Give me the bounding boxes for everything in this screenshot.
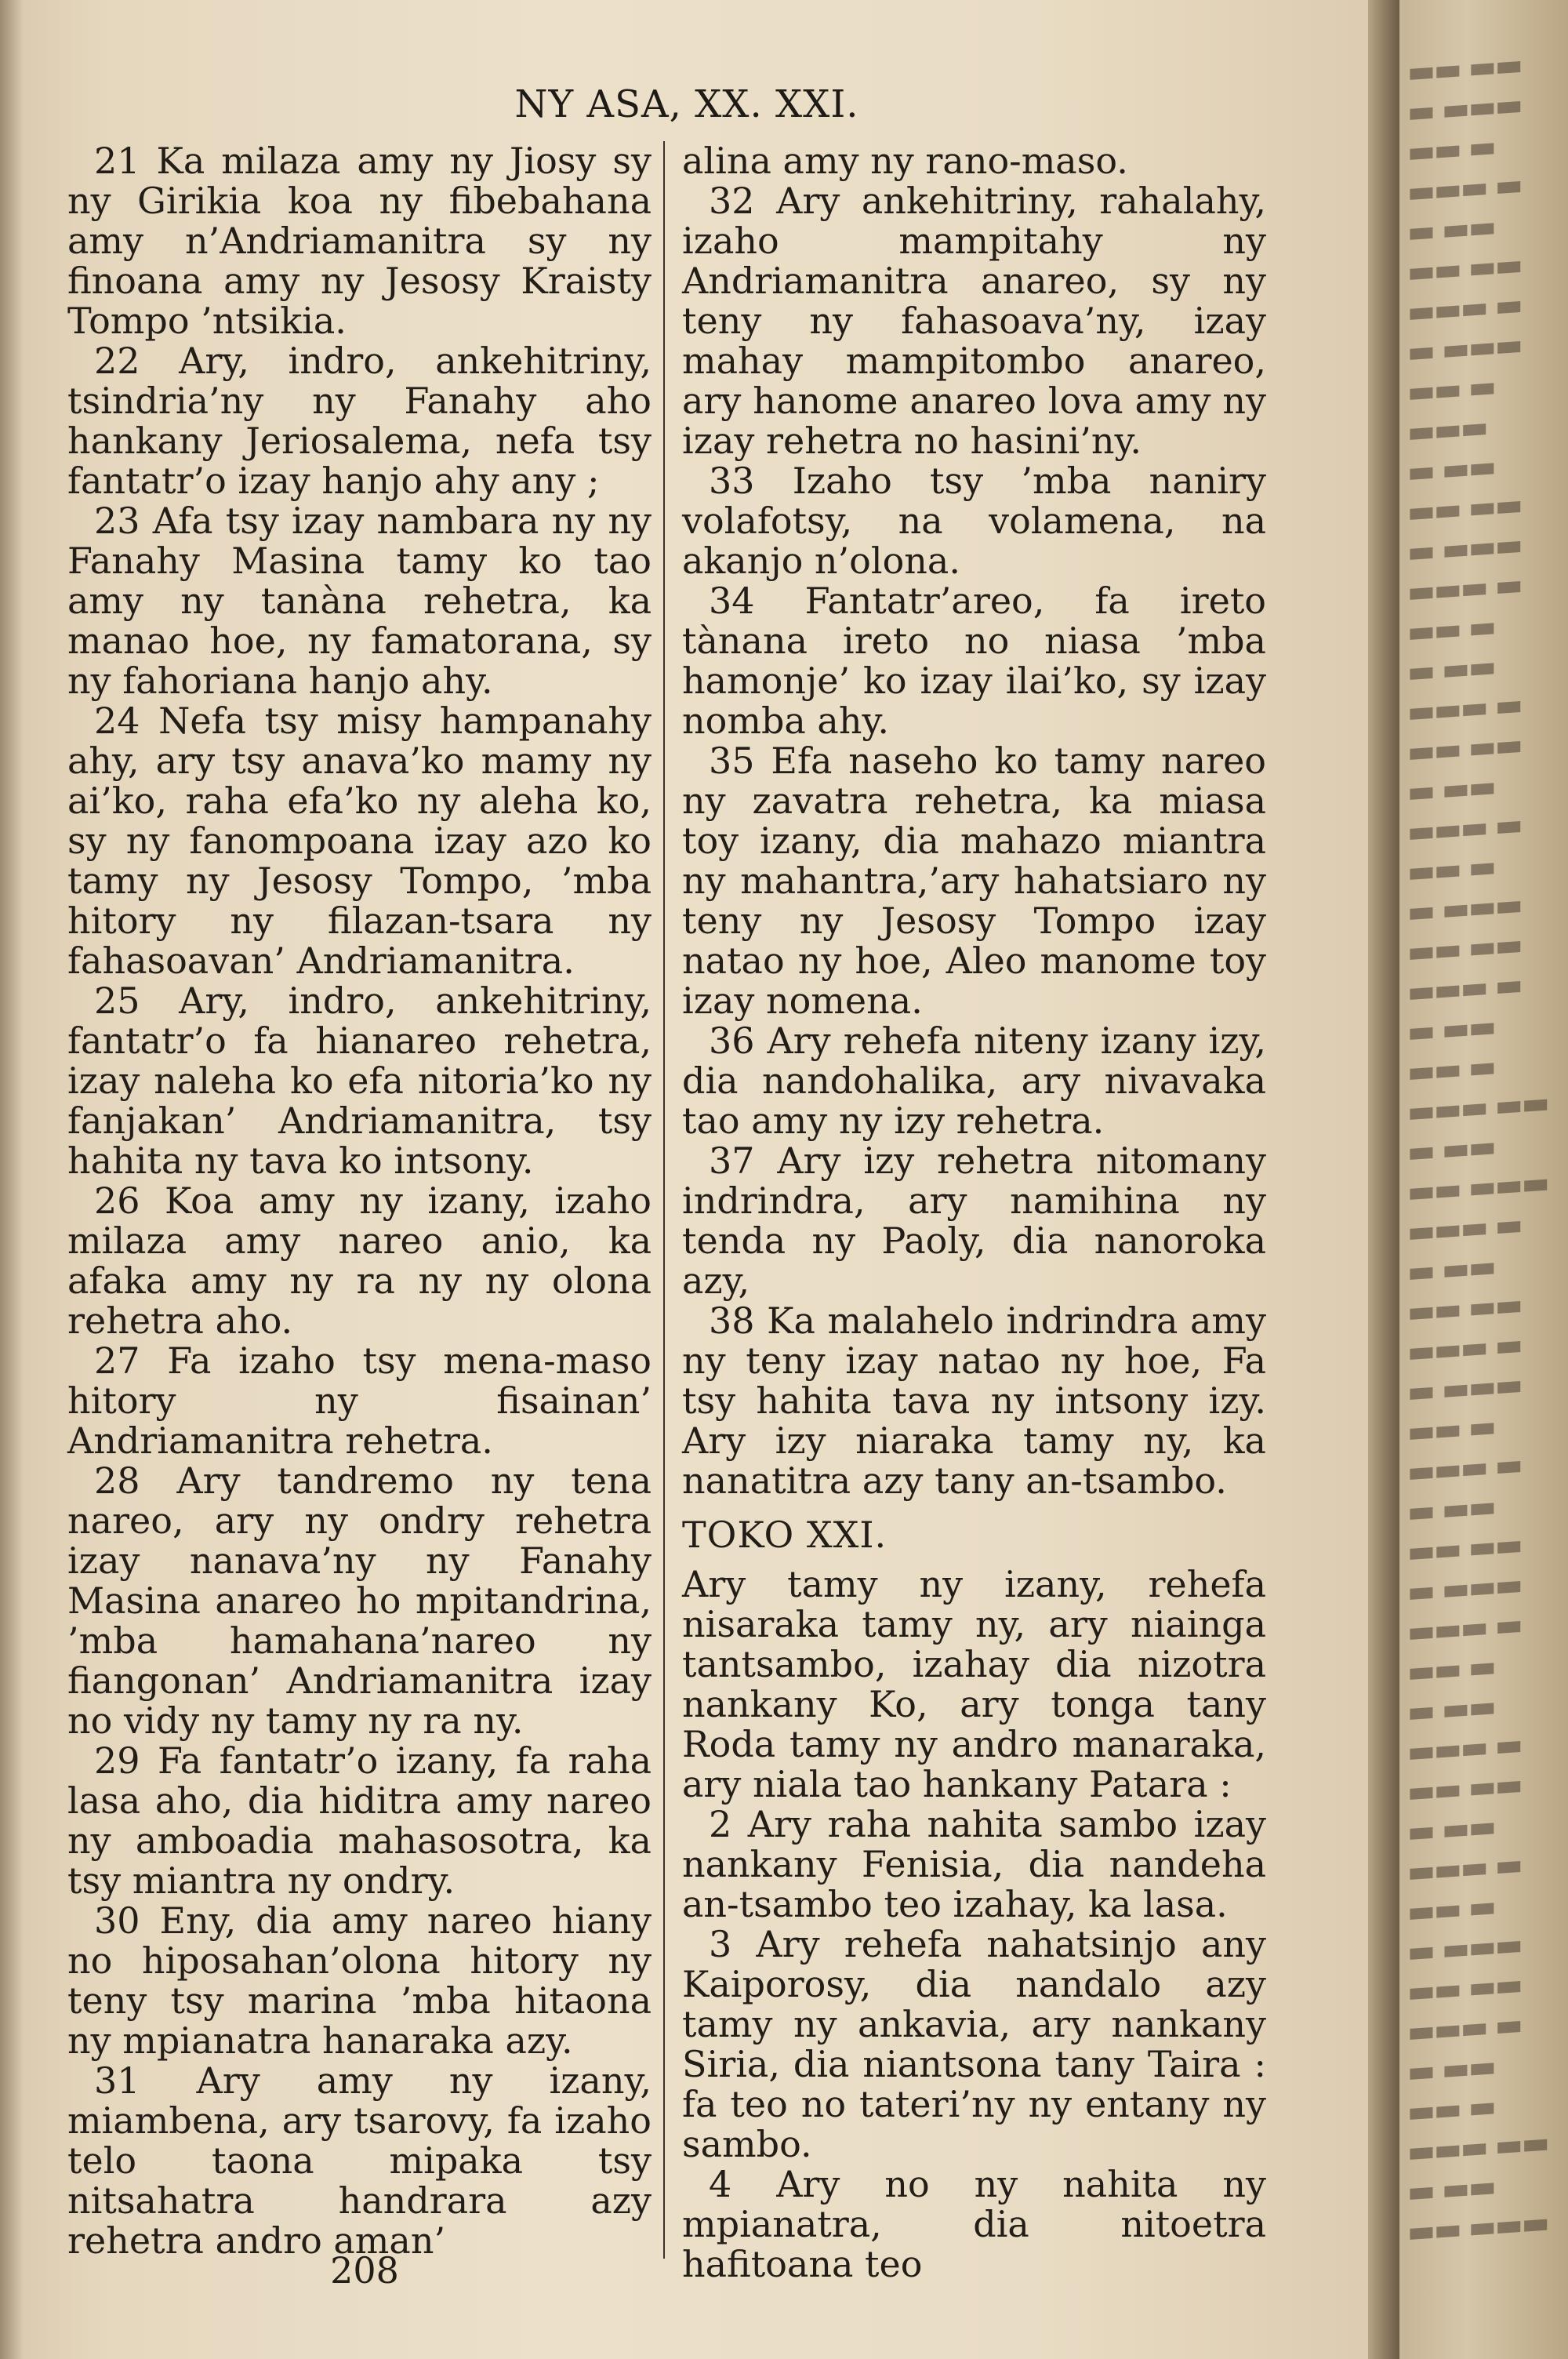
page-number: 208 (330, 2249, 399, 2292)
verse-38: 38 Ka malahelo indrindra amy ny teny izay natao ny hoe, Fa tsy hahita tava ny intsony izy. Ary izy niaraka tamy ny, ka nanatitra azy tany an-tsambo. (682, 1299, 1266, 1502)
verse-31-continued: alina amy ny rano-maso. (682, 140, 1128, 182)
chapter-21-verse-2: 2 Ary raha nahita sambo izay nankany Fenisia, dia nandeha an-tsambo teo izahay, ka lasa. (682, 1803, 1266, 1925)
verse-26: 26 Koa amy ny izany, izaho milaza amy nareo anio, ka afaka amy ny ra ny ny olona rehetra aho. (67, 1180, 652, 1342)
book-gutter (1368, 0, 1399, 2359)
verse-29: 29 Fa fantatr’o izany, fa raha lasa aho, dia hiditra amy nareo ny amboadia mahasosotra, ka tsy miantra ny ondry. (67, 1739, 652, 1902)
verse-27: 27 Fa izaho tsy mena-maso hitory ny fisainan’ Andriamanitra rehetra. (67, 1339, 652, 1462)
verse-35: 35 Efa naseho ko tamy nareo ny zavatra rehetra, ka miasa toy izany, dia mahazo miantra ny mahantra,’ary hahatsiaro ny teny ny Jesosy Tompo izay natao ny hoe, Aleo manome toy izay nomena. (682, 740, 1266, 1022)
verse-21: 21 Ka milaza amy ny Jiosy sy ny Girikia koa ny fibebahana amy n’Andriamanitra sy ny finoana amy ny Jesosy Kraisty Tompo ’ntsikia. (67, 140, 652, 342)
verse-36: 36 Ary rehefa niteny izany izy, dia nandohalika, ary nivavaka tao amy ny izy rehetra. (682, 1020, 1266, 1142)
chapter-heading: TOKO XXI. (682, 1514, 887, 1556)
verse-33: 33 Izaho tsy ’mba naniry volafotsy, na volamena, na akanjo n’olona. (682, 460, 1266, 582)
left-column (67, 141, 652, 2261)
verse-23: 23 Afa tsy izay nambara ny ny Fanahy Masina tamy ko tao amy ny tanàna rehetra, ka manao hoe, ny famatorana, sy ny fahoriana hanjo ahy. (67, 500, 652, 702)
column-rule (663, 141, 665, 2259)
verse-34: 34 Fantatr’areo, fa ireto tànana ireto no niasa ’mba hamonje’ ko izay ilai’ko, sy izay nomba ahy. (682, 580, 1266, 742)
facing-page-edge (1399, 0, 1568, 2359)
verse-25: 25 Ary, indro, ankehitriny, fantatr’o fa hianareo rehetra, izay naleha ko efa nitoria’ko ny fanjakan’ Andriamanitra, tsy hahita ny tava ko intsony. (67, 980, 652, 1182)
verse-32: 32 Ary ankehitriny, rahalahy, izaho mampitahy ny Andriamanitra anareo, sy ny teny ny fahasoava’ny, izay mahay mampitombo anareo, ary hanome anareo lova amy ny izay rehetra no hasini’ny. (682, 180, 1266, 462)
chapter-21-verse-1: Ary tamy ny izany, rehefa nisaraka tamy ny, ary niainga tantsambo, izahay dia nizotra nankany Ko, ary tonga tany Roda tamy ny andro manaraka, ary niala tao hankany Patara : (682, 1563, 1266, 1805)
page-edge-shadow (0, 0, 24, 2359)
chapter-21-verse-3: 3 Ary rehefa nahatsinjo any Kaiporosy, dia nandalo azy tamy ny ankavia, ary nankany Siria, dia niantsona tany Taira : fa teo no tateri’ny ny entany ny sambo. (682, 1923, 1266, 2165)
verse-31: 31 Ary amy ny izany, miambena, ary tsarovy, fa izaho telo taona mipaka tsy nitsahatra handrara azy rehetra andro aman’ (67, 2059, 652, 2262)
verse-28: 28 Ary tandremo ny tena nareo, ary ny ondry rehetra izay nanava’ny ny Fanahy Masina anareo ho mpitandrina, ’mba hamahana’nareo ny fiangonan’ Andriamanitra izay no vidy ny tamy ny ra ny. (67, 1459, 652, 1742)
facing-page-text-blur: ▬▬ ▬▬ ▬ ▬▬▬ ▬▬ ▬ ▬▬▬ ▬ ▬ ▬▬ ▬▬ ▬▬ ▬▬▬ ▬ ▬ ▬▬▬ ▬▬ ▬ ▬▬▬ ▬ ▬▬ ▬▬ ▬▬ ▬ ▬▬▬ ▬▬▬ ▬ ▬▬ ▬ ▬ ▬▬ ▬▬▬ ▬ ▬▬ ▬▬ ▬ ▬▬ ▬▬▬ ▬ ▬▬ ▬ ▬ ▬▬▬ ▬▬ ▬▬ ▬▬▬ ▬ ▬ ▬▬ ▬▬ ▬ ▬▬▬ ▬▬ ▬ ▬▬ ▬▬ ▬▬▬ ▬▬▬ ▬ ▬ ▬▬ ▬▬ ▬▬ ▬▬▬ ▬ ▬ ▬▬▬ ▬▬ ▬ ▬▬▬ ▬ ▬ ▬▬ ▬▬ ▬▬ ▬ ▬▬▬ ▬▬▬ ▬ ▬▬ ▬ ▬ ▬▬ ▬▬▬ ▬ ▬▬ ▬▬ ▬ ▬▬ ▬▬▬ ▬ ▬▬ ▬ ▬ ▬▬▬ ▬▬ ▬▬ ▬▬▬ ▬ ▬ ▬▬ ▬▬ ▬ ▬▬▬ ▬▬ ▬ ▬▬ ▬▬ ▬▬▬ (1407, 46, 1548, 2249)
verse-30: 30 Eny, dia amy nareo hiany no hiposahan’olona hitory ny teny tsy marina ’mba hitaona ny mpianatra hanaraka azy. (67, 1899, 652, 2062)
running-header: NY ASA, XX. XXI. (514, 82, 859, 126)
verse-37: 37 Ary izy rehetra nitomany indrindra, ary namihina ny tenda ny Paoly, dia nanoroka azy, (682, 1140, 1266, 1302)
verse-24: 24 Nefa tsy misy hampanahy ahy, ary tsy anava’ko mamy ny ai’ko, raha efa’ko ny aleha ko, sy ny fanompoana izay azo ko tamy ny Jesosy Tompo, ’mba hitory ny filazan-tsara ny fahasoavan’ Andriamanitra. (67, 700, 652, 982)
right-column (682, 141, 1266, 2284)
verse-22: 22 Ary, indro, ankehitriny, tsindria’ny ny Fanahy aho hankany Jeriosalema, nefa tsy fantatr’o izay hanjo ahy any ; (67, 340, 652, 502)
chapter-21-verse-4: 4 Ary no ny nahita ny mpianatra, dia nitoetra hafitoana teo (682, 2163, 1266, 2285)
